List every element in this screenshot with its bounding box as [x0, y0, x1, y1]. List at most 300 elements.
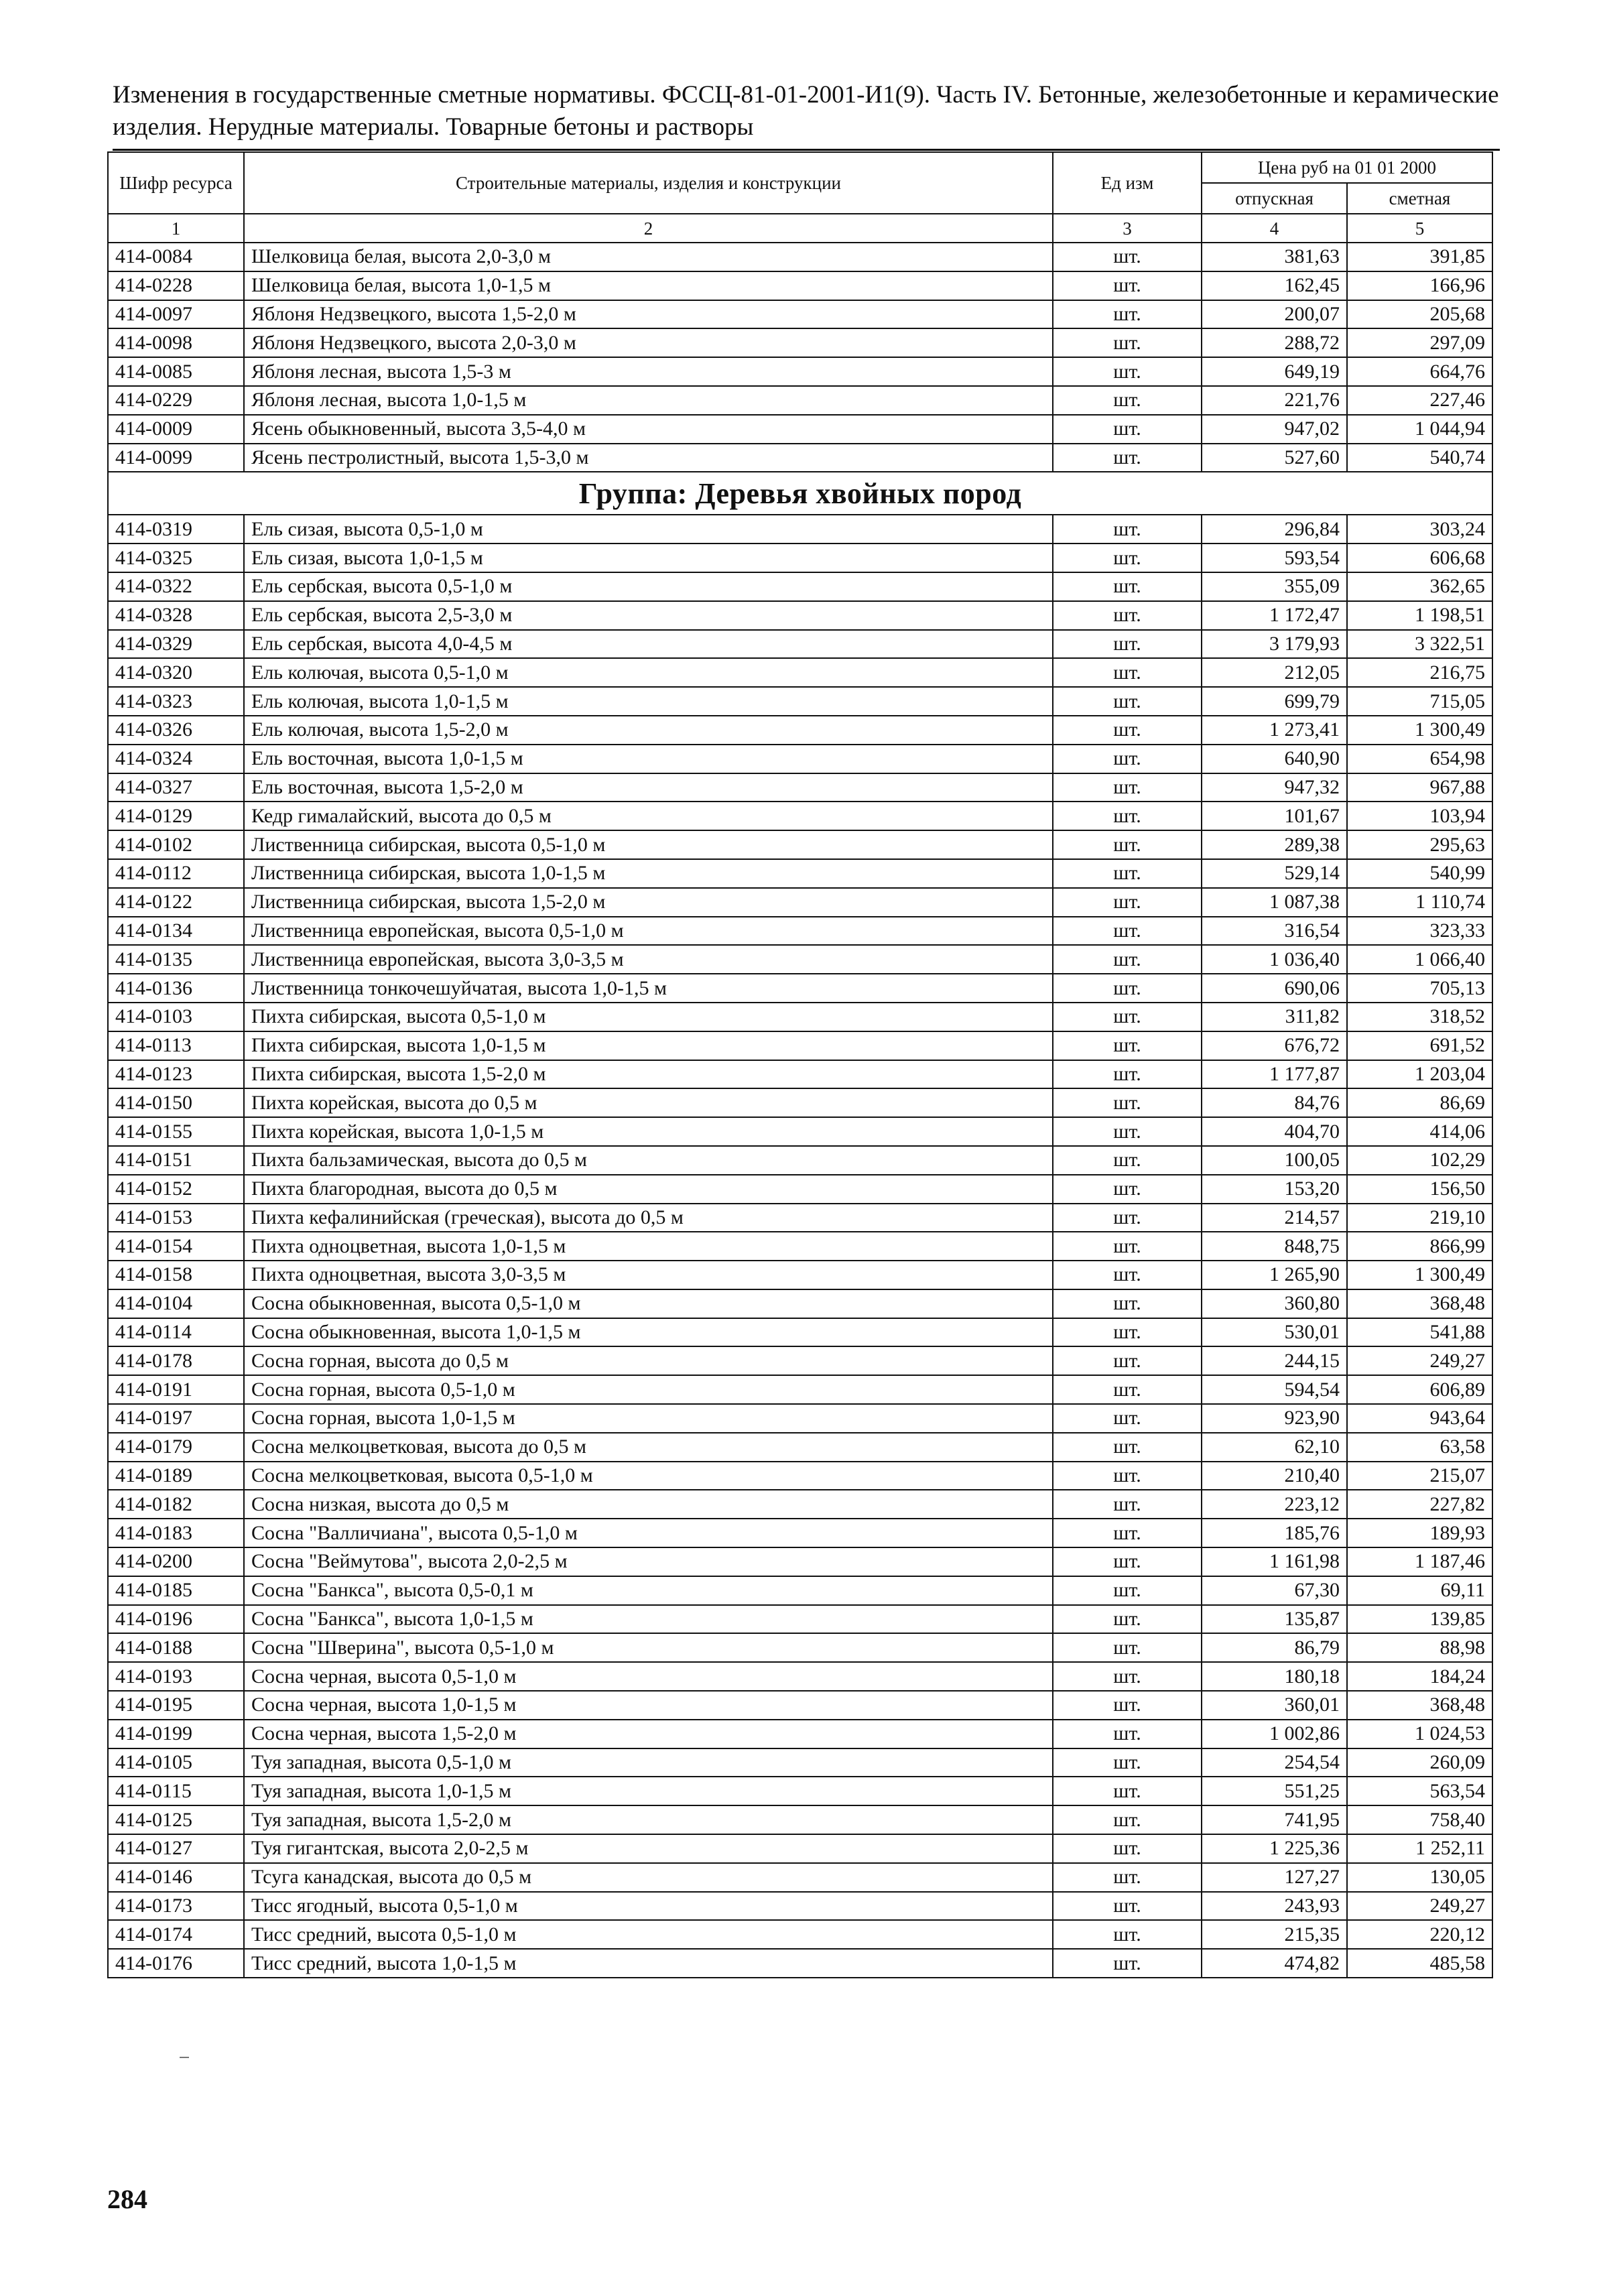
table-row [108, 802, 1492, 830]
resource-code: 414-0182 [108, 1490, 244, 1519]
table-row [108, 1605, 1492, 1634]
unit-cell: шт. [1053, 515, 1202, 544]
material-name: Пихта одноцветная, высота 3,0-3,5 м [244, 1261, 1053, 1289]
material-name: Сосна горная, высота 0,5-1,0 м [244, 1375, 1053, 1404]
estimate-price: 63,58 [1347, 1433, 1492, 1462]
resource-code: 414-0325 [108, 544, 244, 572]
estimate-price: 1 198,51 [1347, 601, 1492, 630]
unit-cell: шт. [1053, 544, 1202, 572]
unit-cell: шт. [1053, 888, 1202, 917]
resource-code: 414-0174 [108, 1920, 244, 1949]
resource-code: 414-0112 [108, 859, 244, 888]
release-price: 1 161,98 [1202, 1547, 1347, 1576]
header-code: Шифр ресурса [108, 152, 244, 214]
table-row [108, 1519, 1492, 1547]
unit-cell: шт. [1053, 601, 1202, 630]
resource-code: 414-0178 [108, 1346, 244, 1375]
unit-cell: шт. [1053, 243, 1202, 271]
release-price: 1 087,38 [1202, 888, 1347, 917]
estimate-price: 166,96 [1347, 271, 1492, 300]
resource-code: 414-0115 [108, 1777, 244, 1805]
resource-code: 414-0098 [108, 328, 244, 357]
resource-code: 414-0152 [108, 1175, 244, 1204]
estimate-price: 541,88 [1347, 1318, 1492, 1347]
release-price: 649,19 [1202, 357, 1347, 386]
release-price: 86,79 [1202, 1633, 1347, 1662]
release-price: 848,75 [1202, 1232, 1347, 1261]
estimate-price: 563,54 [1347, 1777, 1492, 1805]
header-price: Цена руб на 01 01 2000 [1202, 152, 1492, 183]
table-row [108, 1720, 1492, 1748]
release-price: 474,82 [1202, 1949, 1347, 1978]
resource-code: 414-0097 [108, 300, 244, 329]
unit-cell: шт. [1053, 1490, 1202, 1519]
resource-code: 414-0229 [108, 386, 244, 415]
resource-code: 414-0329 [108, 630, 244, 659]
unit-cell: шт. [1053, 1892, 1202, 1921]
unit-cell: шт. [1053, 687, 1202, 716]
estimate-price: 1 300,49 [1347, 1261, 1492, 1289]
unit-cell: шт. [1053, 630, 1202, 659]
unit-cell: шт. [1053, 1662, 1202, 1691]
unit-cell: шт. [1053, 1691, 1202, 1720]
material-name: Сосна горная, высота 1,0-1,5 м [244, 1404, 1053, 1433]
resource-code: 414-0323 [108, 687, 244, 716]
release-price: 62,10 [1202, 1433, 1347, 1462]
table-row [108, 1318, 1492, 1347]
release-price: 529,14 [1202, 859, 1347, 888]
release-price: 244,15 [1202, 1346, 1347, 1375]
group-section [108, 472, 1492, 515]
unit-cell: шт. [1053, 415, 1202, 444]
unit-cell: шт. [1053, 328, 1202, 357]
release-price: 1 172,47 [1202, 601, 1347, 630]
column-number: 1 [108, 214, 244, 243]
table-row [108, 544, 1492, 572]
material-name: Туя западная, высота 1,0-1,5 м [244, 1777, 1053, 1805]
resource-code: 414-0185 [108, 1576, 244, 1605]
estimate-price: 943,64 [1347, 1404, 1492, 1433]
material-name: Туя западная, высота 1,5-2,0 м [244, 1805, 1053, 1834]
table-row [108, 716, 1492, 745]
unit-cell: шт. [1053, 300, 1202, 329]
material-name: Лиственница европейская, высота 3,0-3,5 м [244, 945, 1053, 974]
material-name: Сосна "Банкса", высота 1,0-1,5 м [244, 1605, 1053, 1634]
resource-code: 414-0200 [108, 1547, 244, 1576]
resource-code: 414-0153 [108, 1204, 244, 1232]
unit-cell: шт. [1053, 1519, 1202, 1547]
estimate-price: 227,82 [1347, 1490, 1492, 1519]
resource-code: 414-0125 [108, 1805, 244, 1834]
estimate-price: 216,75 [1347, 658, 1492, 687]
material-name: Яблоня Недзвецкого, высота 1,5-2,0 м [244, 300, 1053, 329]
estimate-price: 156,50 [1347, 1175, 1492, 1204]
column-number: 4 [1202, 214, 1347, 243]
resource-code: 414-0183 [108, 1519, 244, 1547]
material-name: Пихта сибирская, высота 1,0-1,5 м [244, 1031, 1053, 1060]
resource-code: 414-0084 [108, 243, 244, 271]
resource-code: 414-0154 [108, 1232, 244, 1261]
unit-cell: шт. [1053, 386, 1202, 415]
release-price: 210,40 [1202, 1462, 1347, 1490]
table-row [108, 386, 1492, 415]
release-price: 947,32 [1202, 773, 1347, 802]
page-heading: Изменения в государственные сметные нормативы. ФССЦ-81-01-2001-И1(9). Часть IV. Бетонные, железобетонные и керамические изделия. Нерудные материалы. Товарные бетоны и растворы [113, 81, 1499, 141]
unit-cell: шт. [1053, 1375, 1202, 1404]
unit-cell: шт. [1053, 271, 1202, 300]
material-name: Тисс ягодный, высота 0,5-1,0 м [244, 1892, 1053, 1921]
release-price: 594,54 [1202, 1375, 1347, 1404]
material-name: Ясень обыкновенный, высота 3,5-4,0 м [244, 415, 1053, 444]
release-price: 741,95 [1202, 1805, 1347, 1834]
resource-code: 414-0188 [108, 1633, 244, 1662]
release-price: 215,35 [1202, 1920, 1347, 1949]
estimate-price: 1 300,49 [1347, 716, 1492, 745]
table-row [108, 1834, 1492, 1863]
unit-cell: шт. [1053, 1088, 1202, 1117]
material-name: Сосна низкая, высота до 0,5 м [244, 1490, 1053, 1519]
estimate-price: 368,48 [1347, 1289, 1492, 1318]
resource-code: 414-0322 [108, 572, 244, 601]
material-name: Ель сизая, высота 0,5-1,0 м [244, 515, 1053, 544]
unit-cell: шт. [1053, 1576, 1202, 1605]
release-price: 84,76 [1202, 1088, 1347, 1117]
scan-mark [180, 2057, 189, 2058]
release-price: 690,06 [1202, 974, 1347, 1003]
resource-code: 414-0195 [108, 1691, 244, 1720]
estimate-price: 1 066,40 [1347, 945, 1492, 974]
table-row [108, 630, 1492, 659]
resource-code: 414-0113 [108, 1031, 244, 1060]
unit-cell: шт. [1053, 1462, 1202, 1490]
estimate-price: 391,85 [1347, 243, 1492, 271]
release-price: 100,05 [1202, 1146, 1347, 1175]
release-price: 180,18 [1202, 1662, 1347, 1691]
material-name: Пихта благородная, высота до 0,5 м [244, 1175, 1053, 1204]
resource-code: 414-0151 [108, 1146, 244, 1175]
material-name: Тисс средний, высота 1,0-1,5 м [244, 1949, 1053, 1978]
table-row [108, 1748, 1492, 1777]
release-price: 947,02 [1202, 415, 1347, 444]
rows-after-group [108, 515, 1492, 1978]
material-name: Туя западная, высота 0,5-1,0 м [244, 1748, 1053, 1777]
resource-code: 414-0103 [108, 1003, 244, 1031]
estimate-price: 1 044,94 [1347, 415, 1492, 444]
material-name: Ель сербская, высота 2,5-3,0 м [244, 601, 1053, 630]
estimate-price: 654,98 [1347, 745, 1492, 773]
material-name: Сосна обыкновенная, высота 1,0-1,5 м [244, 1318, 1053, 1347]
unit-cell: шт. [1053, 1117, 1202, 1146]
estimate-price: 1 187,46 [1347, 1547, 1492, 1576]
estimate-price: 219,10 [1347, 1204, 1492, 1232]
release-price: 1 036,40 [1202, 945, 1347, 974]
estimate-price: 139,85 [1347, 1605, 1492, 1634]
estimate-price: 130,05 [1347, 1863, 1492, 1892]
material-name: Сосна черная, высота 1,5-2,0 м [244, 1720, 1053, 1748]
release-price: 923,90 [1202, 1404, 1347, 1433]
resource-code: 414-0228 [108, 271, 244, 300]
estimate-price: 967,88 [1347, 773, 1492, 802]
release-price: 1 273,41 [1202, 716, 1347, 745]
estimate-price: 362,65 [1347, 572, 1492, 601]
material-name: Ясень пестролистный, высота 1,5-3,0 м [244, 444, 1053, 472]
material-name: Пихта корейская, высота до 0,5 м [244, 1088, 1053, 1117]
estimate-price: 184,24 [1347, 1662, 1492, 1691]
release-price: 381,63 [1202, 243, 1347, 271]
table-row [108, 1662, 1492, 1691]
material-name: Туя гигантская, высота 2,0-2,5 м [244, 1834, 1053, 1863]
material-name: Ель колючая, высота 0,5-1,0 м [244, 658, 1053, 687]
resource-code: 414-0150 [108, 1088, 244, 1117]
estimate-price: 69,11 [1347, 1576, 1492, 1605]
release-price: 676,72 [1202, 1031, 1347, 1060]
release-price: 162,45 [1202, 271, 1347, 300]
unit-cell: шт. [1053, 716, 1202, 745]
rows-before-group [108, 243, 1492, 472]
material-name: Яблоня Недзвецкого, высота 2,0-3,0 м [244, 328, 1053, 357]
resource-code: 414-0122 [108, 888, 244, 917]
table-row [108, 1375, 1492, 1404]
material-name: Сосна "Банкса", высота 0,5-0,1 м [244, 1576, 1053, 1605]
unit-cell: шт. [1053, 1605, 1202, 1634]
unit-cell: шт. [1053, 444, 1202, 472]
release-price: 404,70 [1202, 1117, 1347, 1146]
release-price: 212,05 [1202, 658, 1347, 687]
estimate-price: 1 203,04 [1347, 1060, 1492, 1089]
release-price: 289,38 [1202, 830, 1347, 859]
table-row [108, 745, 1492, 773]
estimate-price: 485,58 [1347, 1949, 1492, 1978]
estimate-price: 540,99 [1347, 859, 1492, 888]
material-name: Лиственница сибирская, высота 1,5-2,0 м [244, 888, 1053, 917]
estimate-price: 88,98 [1347, 1633, 1492, 1662]
table-row [108, 773, 1492, 802]
release-price: 527,60 [1202, 444, 1347, 472]
resource-code: 414-0158 [108, 1261, 244, 1289]
material-name: Лиственница сибирская, высота 0,5-1,0 м [244, 830, 1053, 859]
table-row [108, 917, 1492, 946]
unit-cell: шт. [1053, 1547, 1202, 1576]
material-name: Пихта кефалинийская (греческая), высота до 0,5 м [244, 1204, 1053, 1232]
table-row [108, 1863, 1492, 1892]
table-row [108, 687, 1492, 716]
table-row [108, 328, 1492, 357]
header-estimate-price: сметная [1347, 183, 1492, 214]
estimate-price: 606,68 [1347, 544, 1492, 572]
estimate-price: 102,29 [1347, 1146, 1492, 1175]
table-row [108, 859, 1492, 888]
release-price: 1 002,86 [1202, 1720, 1347, 1748]
release-price: 530,01 [1202, 1318, 1347, 1347]
release-price: 1 265,90 [1202, 1261, 1347, 1289]
resource-code: 414-0197 [108, 1404, 244, 1433]
group-title: Группа: Деревья хвойных пород [108, 472, 1492, 515]
release-price: 311,82 [1202, 1003, 1347, 1031]
release-price: 1 225,36 [1202, 1834, 1347, 1863]
table-header [108, 152, 1492, 243]
unit-cell: шт. [1053, 1949, 1202, 1978]
unit-cell: шт. [1053, 1720, 1202, 1748]
unit-cell: шт. [1053, 1031, 1202, 1060]
release-price: 640,90 [1202, 745, 1347, 773]
release-price: 214,57 [1202, 1204, 1347, 1232]
unit-cell: шт. [1053, 1318, 1202, 1347]
unit-cell: шт. [1053, 1748, 1202, 1777]
table-row [108, 357, 1492, 386]
resource-code: 414-0104 [108, 1289, 244, 1318]
table-row [108, 1633, 1492, 1662]
unit-cell: шт. [1053, 1146, 1202, 1175]
table-row [108, 1805, 1492, 1834]
material-name: Ель сизая, высота 1,0-1,5 м [244, 544, 1053, 572]
resource-code: 414-0127 [108, 1834, 244, 1863]
estimate-price: 414,06 [1347, 1117, 1492, 1146]
table-row [108, 1088, 1492, 1117]
release-price: 593,54 [1202, 544, 1347, 572]
table-row [108, 1920, 1492, 1949]
release-price: 355,09 [1202, 572, 1347, 601]
release-price: 1 177,87 [1202, 1060, 1347, 1089]
estimate-price: 215,07 [1347, 1462, 1492, 1490]
table-row [108, 515, 1492, 544]
resource-code: 414-0146 [108, 1863, 244, 1892]
estimate-price: 220,12 [1347, 1920, 1492, 1949]
material-name: Ель сербская, высота 0,5-1,0 м [244, 572, 1053, 601]
unit-cell: шт. [1053, 1863, 1202, 1892]
material-name: Ель сербская, высота 4,0-4,5 м [244, 630, 1053, 659]
material-name: Сосна горная, высота до 0,5 м [244, 1346, 1053, 1375]
unit-cell: шт. [1053, 1805, 1202, 1834]
material-name: Тсуга канадская, высота до 0,5 м [244, 1863, 1053, 1892]
table-row [108, 572, 1492, 601]
estimate-price: 866,99 [1347, 1232, 1492, 1261]
estimate-price: 295,63 [1347, 830, 1492, 859]
material-name: Шелковица белая, высота 2,0-3,0 м [244, 243, 1053, 271]
table-row [108, 1060, 1492, 1089]
estimate-price: 86,69 [1347, 1088, 1492, 1117]
release-price: 67,30 [1202, 1576, 1347, 1605]
resource-code: 414-0155 [108, 1117, 244, 1146]
table-row [108, 1949, 1492, 1978]
estimate-price: 705,13 [1347, 974, 1492, 1003]
release-price: 153,20 [1202, 1175, 1347, 1204]
table-row [108, 1289, 1492, 1318]
resource-code: 414-0324 [108, 745, 244, 773]
material-name: Лиственница тонкочешуйчатая, высота 1,0-1,5 м [244, 974, 1053, 1003]
unit-cell: шт. [1053, 572, 1202, 601]
release-price: 360,80 [1202, 1289, 1347, 1318]
material-name: Яблоня лесная, высота 1,5-3 м [244, 357, 1053, 386]
table-row [108, 974, 1492, 1003]
price-table [107, 151, 1493, 1978]
material-name: Сосна черная, высота 0,5-1,0 м [244, 1662, 1053, 1691]
table-row [108, 1232, 1492, 1261]
material-name: Шелковица белая, высота 1,0-1,5 м [244, 271, 1053, 300]
resource-code: 414-0105 [108, 1748, 244, 1777]
column-number: 3 [1053, 214, 1202, 243]
material-name: Лиственница европейская, высота 0,5-1,0 м [244, 917, 1053, 946]
table-row [108, 1892, 1492, 1921]
resource-code: 414-0179 [108, 1433, 244, 1462]
release-price: 127,27 [1202, 1863, 1347, 1892]
resource-code: 414-0102 [108, 830, 244, 859]
material-name: Пихта корейская, высота 1,0-1,5 м [244, 1117, 1053, 1146]
resource-code: 414-0176 [108, 1949, 244, 1978]
material-name: Ель колючая, высота 1,5-2,0 м [244, 716, 1053, 745]
estimate-price: 205,68 [1347, 300, 1492, 329]
unit-cell: шт. [1053, 1633, 1202, 1662]
resource-code: 414-0009 [108, 415, 244, 444]
estimate-price: 758,40 [1347, 1805, 1492, 1834]
column-number: 5 [1347, 214, 1492, 243]
estimate-price: 606,89 [1347, 1375, 1492, 1404]
estimate-price: 540,74 [1347, 444, 1492, 472]
material-name: Сосна черная, высота 1,0-1,5 м [244, 1691, 1053, 1720]
estimate-price: 715,05 [1347, 687, 1492, 716]
unit-cell: шт. [1053, 1777, 1202, 1805]
resource-code: 414-0173 [108, 1892, 244, 1921]
estimate-price: 1 252,11 [1347, 1834, 1492, 1863]
release-price: 101,67 [1202, 802, 1347, 830]
estimate-price: 103,94 [1347, 802, 1492, 830]
resource-code: 414-0196 [108, 1605, 244, 1634]
release-price: 243,93 [1202, 1892, 1347, 1921]
table-row [108, 1433, 1492, 1462]
table-row [108, 888, 1492, 917]
unit-cell: шт. [1053, 357, 1202, 386]
release-price: 699,79 [1202, 687, 1347, 716]
estimate-price: 303,24 [1347, 515, 1492, 544]
resource-code: 414-0135 [108, 945, 244, 974]
resource-code: 414-0326 [108, 716, 244, 745]
table-row [108, 601, 1492, 630]
table-row [108, 1462, 1492, 1490]
header-name: Строительные материалы, изделия и конструкции [244, 152, 1053, 214]
unit-cell: шт. [1053, 773, 1202, 802]
table-row [108, 1204, 1492, 1232]
material-name: Лиственница сибирская, высота 1,0-1,5 м [244, 859, 1053, 888]
material-name: Сосна обыкновенная, высота 0,5-1,0 м [244, 1289, 1053, 1318]
release-price: 185,76 [1202, 1519, 1347, 1547]
resource-code: 414-0129 [108, 802, 244, 830]
material-name: Ель колючая, высота 1,0-1,5 м [244, 687, 1053, 716]
estimate-price: 368,48 [1347, 1691, 1492, 1720]
table-row [108, 1031, 1492, 1060]
estimate-price: 323,33 [1347, 917, 1492, 946]
material-name: Ель восточная, высота 1,0-1,5 м [244, 745, 1053, 773]
resource-code: 414-0199 [108, 1720, 244, 1748]
unit-cell: шт. [1053, 974, 1202, 1003]
unit-cell: шт. [1053, 1204, 1202, 1232]
heading-rule [113, 149, 1500, 151]
unit-cell: шт. [1053, 802, 1202, 830]
unit-cell: шт. [1053, 1433, 1202, 1462]
release-price: 3 179,93 [1202, 630, 1347, 659]
release-price: 254,54 [1202, 1748, 1347, 1777]
unit-cell: шт. [1053, 1060, 1202, 1089]
material-name: Яблоня лесная, высота 1,0-1,5 м [244, 386, 1053, 415]
resource-code: 414-0320 [108, 658, 244, 687]
table-row [108, 830, 1492, 859]
table-row [108, 1547, 1492, 1576]
table-row [108, 300, 1492, 329]
unit-cell: шт. [1053, 745, 1202, 773]
release-price: 223,12 [1202, 1490, 1347, 1519]
table-row [108, 1003, 1492, 1031]
estimate-price: 1 024,53 [1347, 1720, 1492, 1748]
header-release-price: отпускная [1202, 183, 1347, 214]
table-row [108, 945, 1492, 974]
